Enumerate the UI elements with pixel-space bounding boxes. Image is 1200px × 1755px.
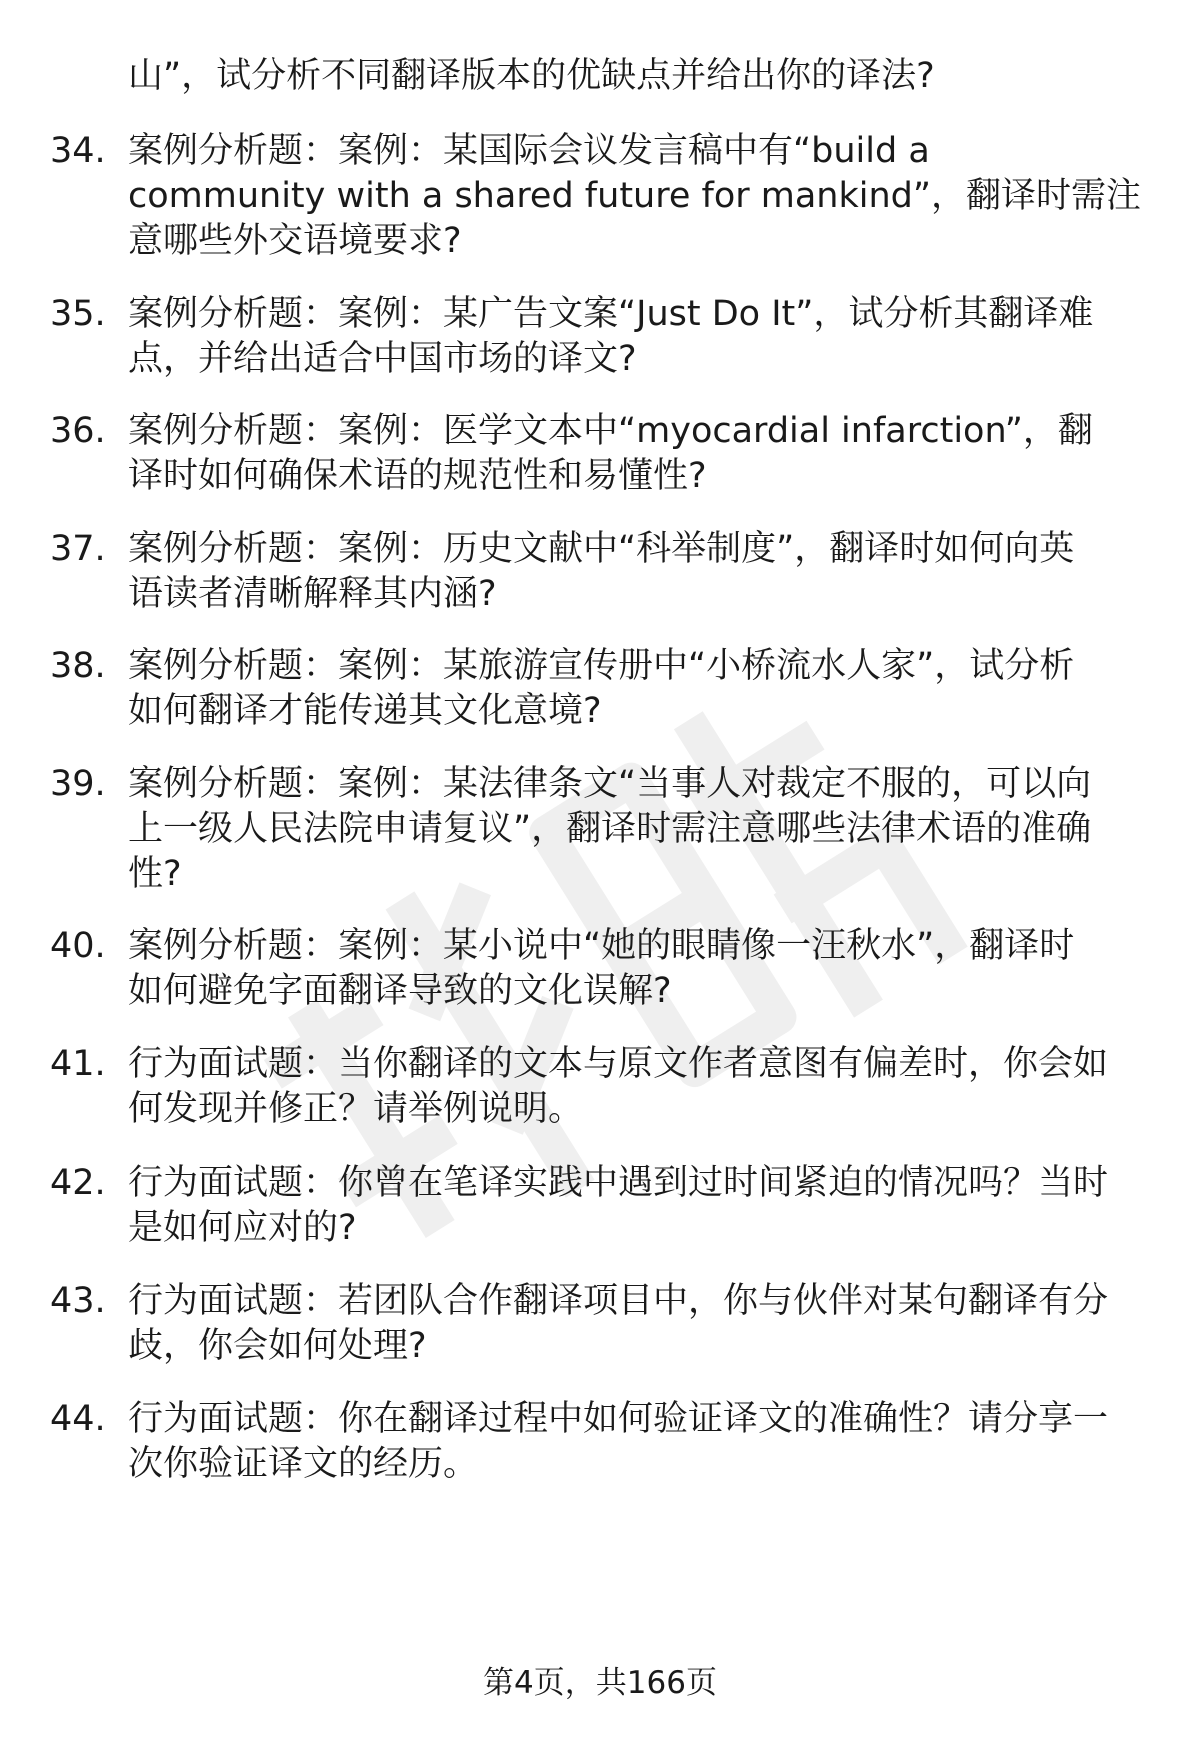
question-line: 语读者清晰解释其内涵?	[128, 574, 497, 614]
question-line: 案例分析题：案例：某国际会议发言稿中有“build a	[128, 131, 930, 171]
question-number: 35.	[50, 294, 106, 334]
question-line: 性?	[128, 854, 182, 894]
question-line: 行为面试题：你曾在笔译实践中遇到过时间紧迫的情况吗？当时	[128, 1163, 1109, 1203]
question-line: 点，并给出适合中国市场的译文?	[128, 339, 637, 379]
question-line: 次你验证译文的经历。	[128, 1444, 479, 1484]
question-number: 37.	[50, 529, 106, 569]
question-line: 案例分析题：案例：某法律条文“当事人对裁定不服的，可以向	[128, 764, 1092, 804]
question-number: 36.	[50, 411, 106, 451]
question-number: 43.	[50, 1281, 106, 1321]
question-line: 意哪些外交语境要求?	[128, 221, 462, 261]
question-line: community with a shared future for mankind”，翻译时需注	[128, 176, 1142, 216]
question-number: 39.	[50, 764, 106, 804]
question-line: 歧，你会如何处理?	[128, 1326, 427, 1366]
question-number: 42.	[50, 1163, 106, 1203]
question-line: 行为面试题：若团队合作翻译项目中，你与伙伴对某句翻译有分	[128, 1281, 1109, 1321]
question-line: 案例分析题：案例：某旅游宣传册中“小桥流水人家”，试分析	[128, 646, 1075, 686]
question-line: 上一级人民法院申请复议”，翻译时需注意哪些法律术语的准确	[128, 809, 1092, 849]
question-line: 译时如何确保术语的规范性和易懂性?	[128, 456, 707, 496]
question-line: 案例分析题：案例：医学文本中“myocardial infarction”，翻	[128, 411, 1093, 451]
page-footer: 第4页，共166页	[483, 1665, 717, 1701]
question-line: 行为面试题：当你翻译的文本与原文作者意图有偏差时，你会如	[128, 1044, 1109, 1084]
question-line: 如何避免字面翻译导致的文化误解?	[128, 971, 672, 1011]
question-number: 41.	[50, 1044, 106, 1084]
question-line: 何发现并修正？请举例说明。	[128, 1089, 584, 1129]
question-line: 如何翻译才能传递其文化意境?	[128, 691, 602, 731]
question-line: 案例分析题：案例：某广告文案“Just Do It”，试分析其翻译难	[128, 294, 1094, 334]
question-line: 案例分析题：案例：某小说中“她的眼睛像一汪秋水”，翻译时	[128, 926, 1075, 966]
question-number: 40.	[50, 926, 106, 966]
question-number: 44.	[50, 1399, 106, 1439]
question-number: 38.	[50, 646, 106, 686]
question-line: 行为面试题：你在翻译过程中如何验证译文的准确性？请分享一	[128, 1399, 1109, 1439]
carry-over-line: 山”，试分析不同翻译版本的优缺点并给出你的译法?	[128, 56, 935, 96]
question-number: 34.	[50, 131, 106, 171]
question-line: 是如何应对的?	[128, 1208, 357, 1248]
question-line: 案例分析题：案例：历史文献中“科举制度”，翻译时如何向英	[128, 529, 1075, 569]
